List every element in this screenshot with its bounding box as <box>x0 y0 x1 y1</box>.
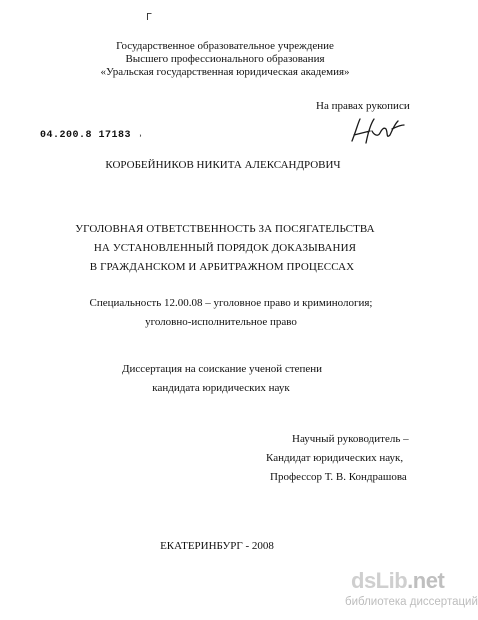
author-name: КОРОБЕЙНИКОВ НИКИТА АЛЕКСАНДРОВИЧ <box>105 159 341 171</box>
degree-line-1: Диссертация на соискание ученой степени <box>121 363 323 375</box>
title-line-1: УГОЛОВНАЯ ОТВЕТСТВЕННОСТЬ ЗА ПОСЯГАТЕЛЬСТВА <box>75 223 375 235</box>
title-line-3: В ГРАЖДАНСКОМ И АРБИТРАЖНОМ ПРОЦЕССАХ <box>89 261 355 273</box>
dslib-subtitle: библиотека диссертаций <box>345 596 478 608</box>
dslib-logo <box>351 568 444 594</box>
dslib-logo-main: dsLib <box>351 568 408 593</box>
supervisor-line-2: Кандидат юридических наук, <box>266 452 404 464</box>
institution-line-1: Государственное образовательное учреждение <box>116 40 334 52</box>
signature-icon <box>348 113 408 147</box>
city-year: ЕКАТЕРИНБУРГ - 2008 <box>160 540 274 552</box>
corner-mark: Г <box>146 12 153 23</box>
rights-note: На правах рукописи <box>316 100 410 112</box>
archive-code-tick-icon: ˒ <box>131 130 145 141</box>
title-line-2: НА УСТАНОВЛЕННЫЙ ПОРЯДОК ДОКАЗЫВАНИЯ <box>93 242 357 254</box>
specialty-line-2: уголовно-исполнительное право <box>145 316 297 328</box>
archive-code-text: 04.200.8 17183 <box>40 130 132 141</box>
specialty-line-1: Специальность 12.00.08 – уголовное право и криминология; <box>89 297 373 309</box>
institution-line-3: «Уральская государственная юридическая академия» <box>100 66 350 78</box>
supervisor-line-1: Научный руководитель – <box>292 433 409 445</box>
archive-code <box>40 130 144 141</box>
degree-line-2: кандидата юридических наук <box>152 382 290 394</box>
supervisor-line-3: Профессор Т. В. Кондрашова <box>270 471 407 483</box>
institution-line-2: Высшего профессионального образования <box>125 53 325 65</box>
dslib-logo-tld: .net <box>407 568 445 593</box>
